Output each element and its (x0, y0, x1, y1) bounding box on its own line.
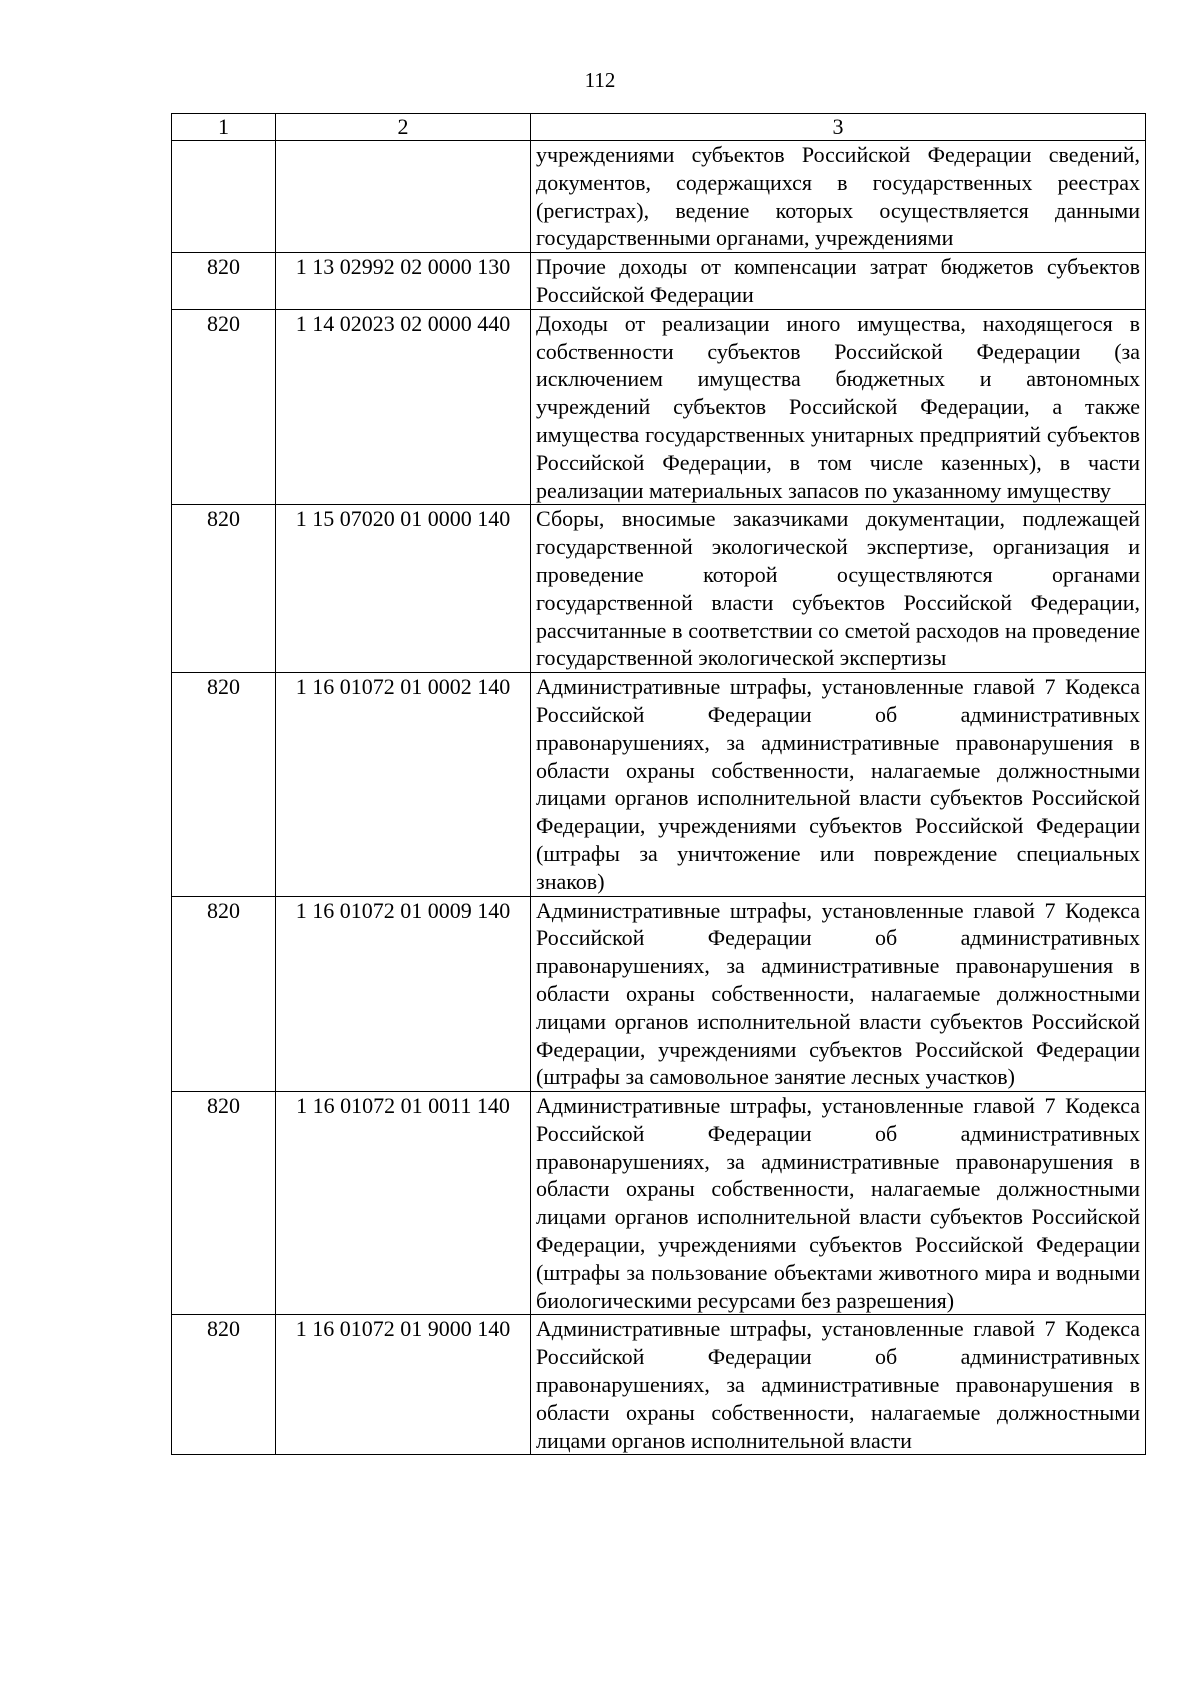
description-cell: Административные штрафы, установленные главой 7 Кодекса Российской Федерации об административных правонарушениях, за административные правонарушения в области охраны собственности, налагаемые должностными лицами органов исполнительной власти субъектов Российской Федерации, учреждениями субъектов Российской Федерации (штрафы за самовольное занятие лесных участков) (531, 896, 1146, 1092)
budget-code-cell: 1 15 07020 01 0000 140 (276, 505, 531, 673)
column-header-2: 2 (276, 114, 531, 141)
description-cell: Сборы, вносимые заказчиками документации, подлежащей государственной экологической экспертизе, организация и проведение которой осуществляются органами государственной власти субъектов Российской Федерации, рассчитанные в соответствии со сметой расходов на проведение государственной экологической экспертизы (531, 505, 1146, 673)
admin-code-cell: 820 (172, 1092, 276, 1315)
admin-code-cell: 820 (172, 309, 276, 505)
description-cell: учреждениями субъектов Российской Федерации сведений, документов, содержащихся в государственных реестрах (регистрах), ведение которых осуществляется данными государственными органами, учреждениями (531, 141, 1146, 253)
admin-code-cell: 820 (172, 505, 276, 673)
table-row (172, 1315, 1146, 1455)
table-row (172, 309, 1146, 505)
budget-code-cell: 1 16 01072 01 0009 140 (276, 896, 531, 1092)
table-row (172, 141, 1146, 253)
budget-code-cell (276, 141, 531, 253)
budget-code-cell: 1 13 02992 02 0000 130 (276, 253, 531, 310)
admin-code-cell: 820 (172, 1315, 276, 1455)
description-cell: Прочие доходы от компенсации затрат бюджетов субъектов Российской Федерации (531, 253, 1146, 310)
table-header-row (172, 114, 1146, 141)
description-cell: Административные штрафы, установленные главой 7 Кодекса Российской Федерации об административных правонарушениях, за административные правонарушения в области охраны собственности, налагаемые должностными лицами органов исполнительной власти субъектов Российской Федерации, учреждениями субъектов Российской Федерации (штрафы за пользование объектами животного мира и водными биологическими ресурсами без разрешения) (531, 1092, 1146, 1315)
column-header-1: 1 (172, 114, 276, 141)
description-cell: Доходы от реализации иного имущества, находящегося в собственности субъектов Российской Федерации (за исключением имущества бюджетных и автономных учреждений субъектов Российской Федерации, а также имущества государственных унитарных предприятий субъектов Российской Федерации, в том числе казенных), в части реализации материальных запасов по указанному имуществу (531, 309, 1146, 505)
admin-code-cell: 820 (172, 896, 276, 1092)
table-row (172, 253, 1146, 310)
table-row (172, 1092, 1146, 1315)
revenue-classification-table (171, 113, 1146, 1455)
page-number: 112 (584, 68, 616, 92)
admin-code-cell: 820 (172, 673, 276, 896)
admin-code-cell (172, 141, 276, 253)
description-cell: Административные штрафы, установленные главой 7 Кодекса Российской Федерации об административных правонарушениях, за административные правонарушения в области охраны собственности, налагаемые должностными лицами органов исполнительной власти субъектов Российской Федерации, учреждениями субъектов Российской Федерации (штрафы за уничтожение или повреждение специальных знаков) (531, 673, 1146, 896)
budget-code-cell: 1 16 01072 01 0011 140 (276, 1092, 531, 1315)
table-row (172, 505, 1146, 673)
budget-code-cell: 1 16 01072 01 9000 140 (276, 1315, 531, 1455)
admin-code-cell: 820 (172, 253, 276, 310)
description-cell: Административные штрафы, установленные главой 7 Кодекса Российской Федерации об административных правонарушениях, за административные правонарушения в области охраны собственности, налагаемые должностными лицами органов исполнительной власти (531, 1315, 1146, 1455)
table-row (172, 896, 1146, 1092)
budget-code-cell: 1 14 02023 02 0000 440 (276, 309, 531, 505)
table-row (172, 673, 1146, 896)
budget-code-cell: 1 16 01072 01 0002 140 (276, 673, 531, 896)
column-header-3: 3 (531, 114, 1146, 141)
